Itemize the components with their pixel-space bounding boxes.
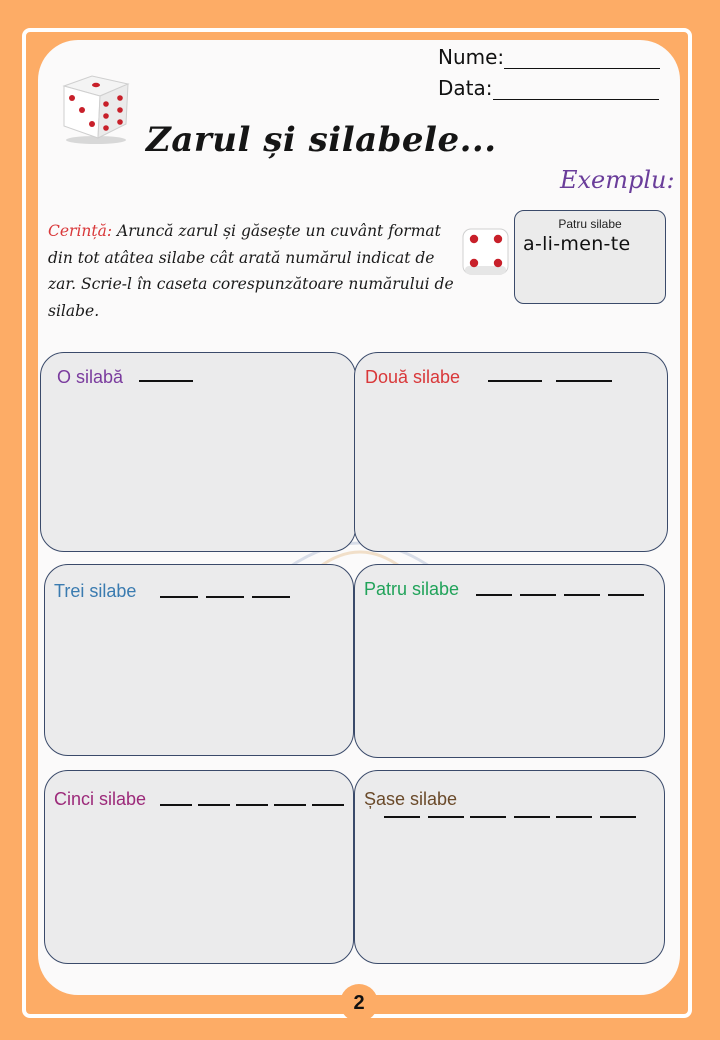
blank — [160, 804, 192, 806]
blank — [520, 594, 556, 596]
box-six-syllables[interactable] — [354, 770, 665, 964]
blank — [564, 594, 600, 596]
blank — [488, 380, 542, 382]
box-label-four: Patru silabe — [364, 579, 460, 599]
page-number: 2 — [340, 984, 378, 1022]
date-label: Data: — [438, 76, 493, 100]
box-two-syllables[interactable] — [354, 352, 668, 552]
blank — [428, 816, 464, 818]
example-label: Exemplu: — [560, 166, 675, 194]
box-one-syllable[interactable] — [40, 352, 356, 552]
blank — [139, 380, 193, 382]
blanks-four — [476, 594, 644, 596]
task-text: Aruncă zarul și găsește un cuvânt format din tot atâtea silabe cât arată numărul indicat de zar. Scrie-l în caseta corespunzătoare numărului de silabe. — [48, 222, 454, 320]
box-label-five: Cinci silabe — [54, 789, 147, 809]
blanks-three — [160, 596, 290, 598]
blank — [274, 804, 306, 806]
example-caption: Patru silabe — [558, 217, 622, 231]
box-label-six: Șase silabe — [364, 789, 458, 809]
blank — [312, 804, 344, 806]
blank — [514, 816, 550, 818]
blank — [160, 596, 198, 598]
box-three-syllables[interactable] — [44, 564, 354, 756]
blank — [476, 594, 512, 596]
blank — [384, 816, 420, 818]
date-field[interactable] — [438, 76, 659, 100]
example-box — [514, 210, 666, 304]
blank — [556, 816, 592, 818]
name-label: Nume: — [438, 45, 505, 69]
dice-icon — [58, 72, 134, 144]
blank — [198, 804, 230, 806]
dice-four-icon — [462, 228, 510, 276]
box-five-syllables[interactable] — [44, 770, 354, 964]
box-label-two: Două silabe — [365, 367, 461, 387]
blank — [600, 816, 636, 818]
blank — [608, 594, 644, 596]
blank — [206, 596, 244, 598]
page-title: Zarul și silabele... — [146, 120, 497, 160]
blanks-one — [139, 380, 193, 382]
blanks-five — [160, 804, 344, 806]
box-label-three: Trei silabe — [54, 581, 137, 601]
task-label: Cerință: — [48, 222, 113, 240]
blank — [556, 380, 612, 382]
name-field[interactable] — [438, 45, 660, 69]
blanks-two — [488, 380, 612, 382]
blank — [236, 804, 268, 806]
task-instructions — [48, 218, 458, 324]
blank — [470, 816, 506, 818]
example-word: a-li-men-te — [523, 233, 631, 255]
blanks-six — [384, 816, 636, 818]
box-label-one: O silabă — [57, 367, 124, 387]
blank — [252, 596, 290, 598]
